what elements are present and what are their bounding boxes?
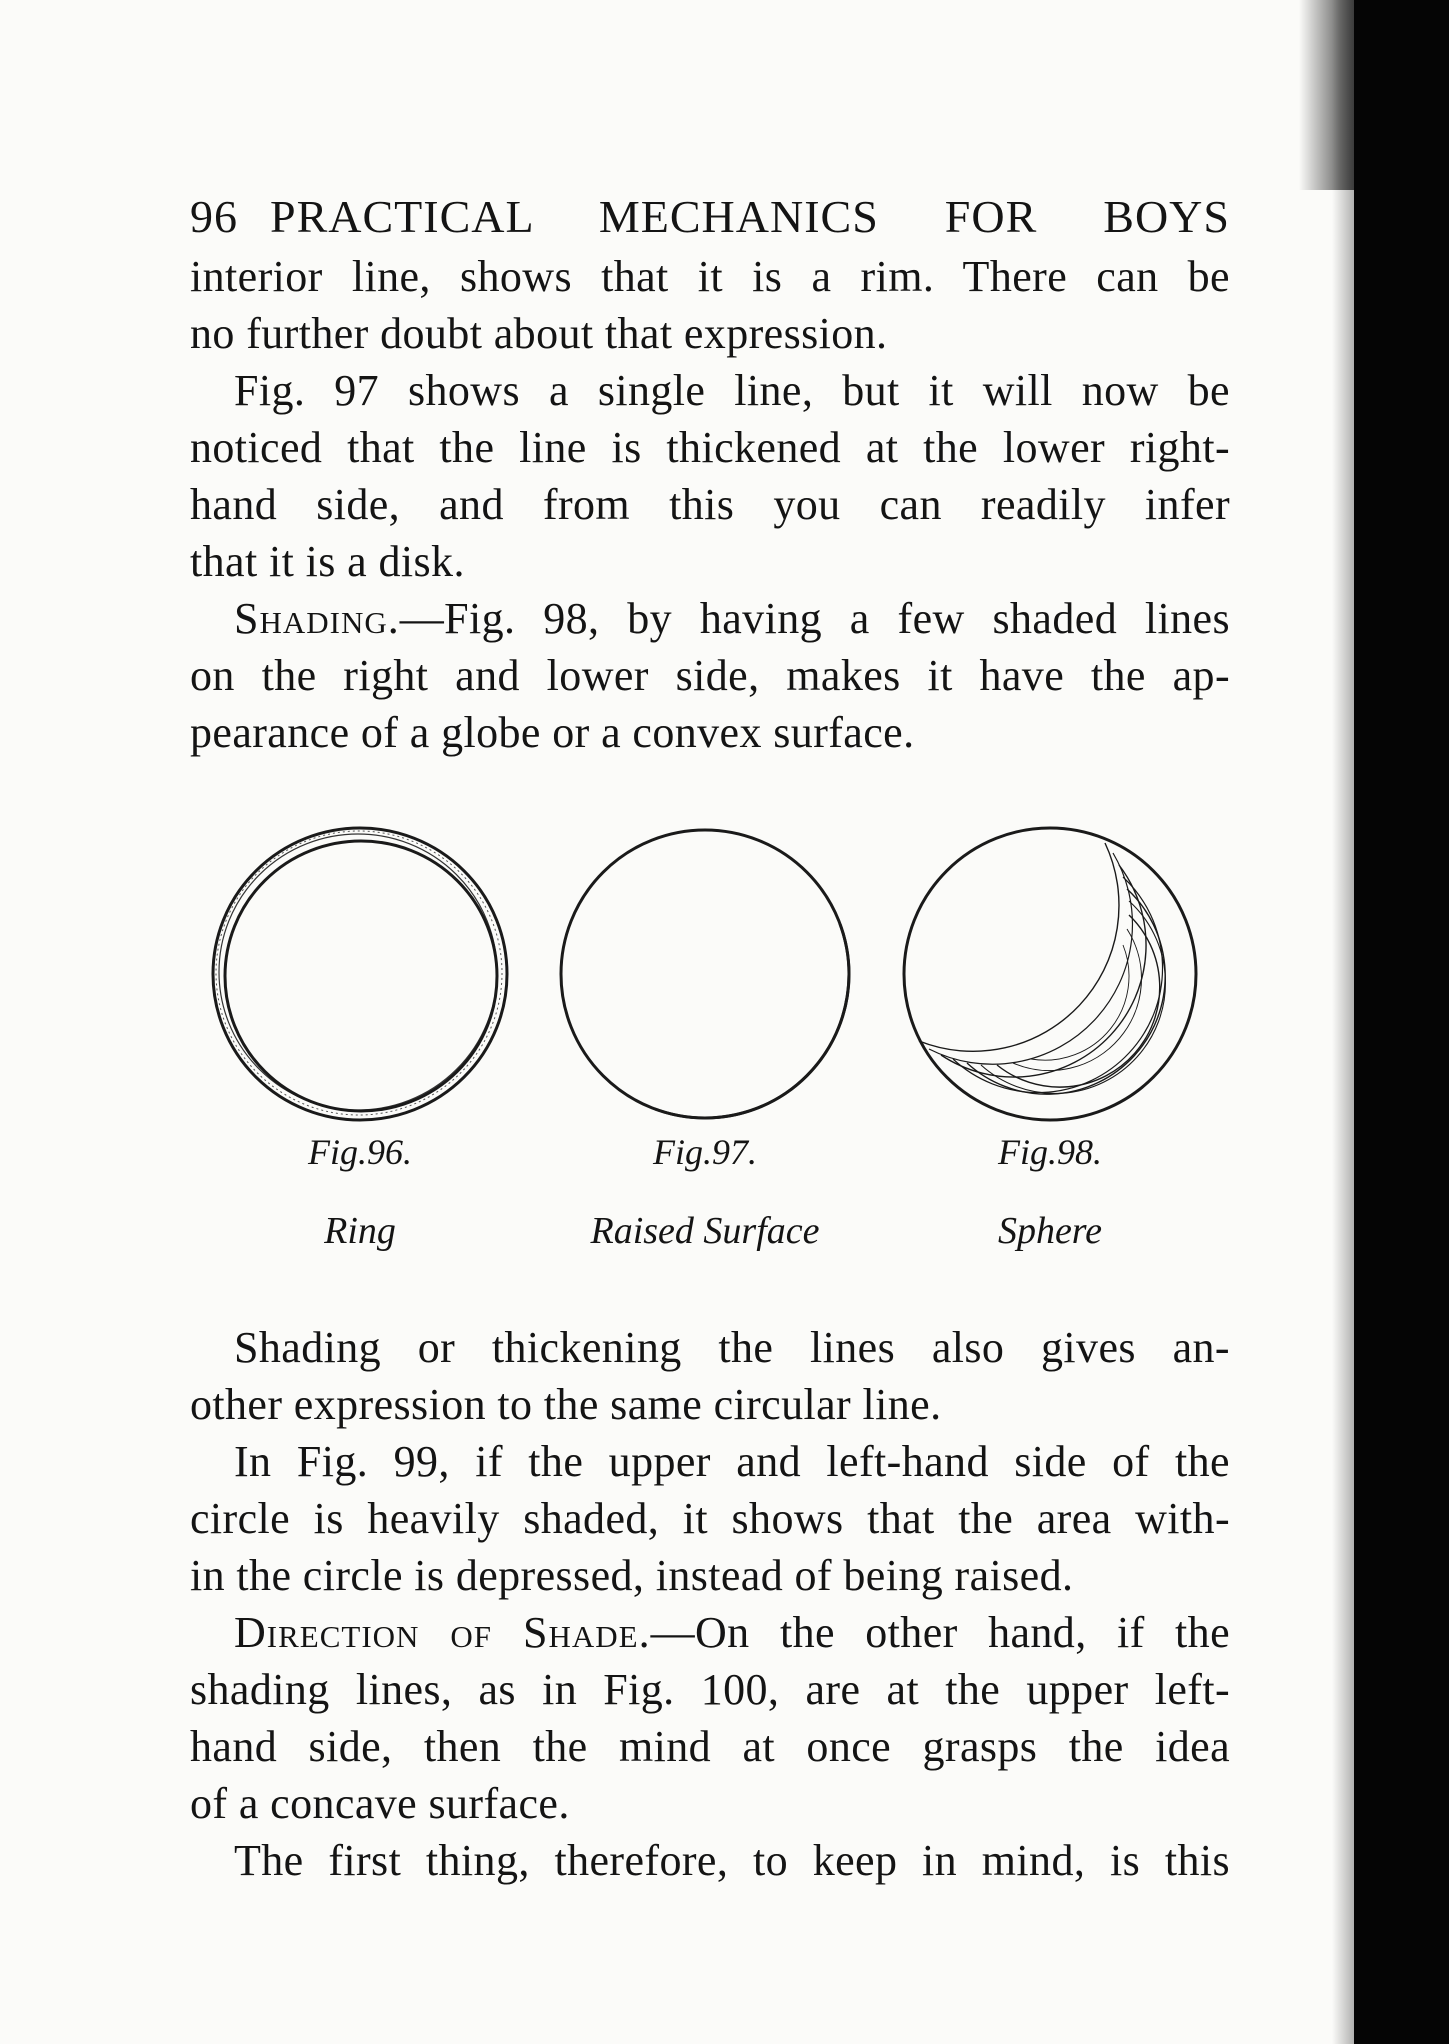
text-line: noticed that the line is thickened at the lower right- [190, 423, 1230, 472]
paragraph-thickening [190, 1319, 1230, 1433]
text-line: hand side, then the mind at once grasps the idea [190, 1722, 1230, 1771]
sphere-figure-icon [895, 819, 1205, 1129]
section-lead-shading: Shading. [234, 594, 400, 643]
text-line: hand side, and from this you can readily infer [190, 480, 1230, 529]
text-line: no further doubt about that expression. [190, 309, 888, 358]
paragraph-direction-of-shade [190, 1604, 1230, 1832]
scan-dark-edge [1354, 0, 1449, 2044]
text-line: that it is a disk. [190, 537, 465, 586]
paragraph-first-thing [190, 1832, 1230, 1889]
figure-caption: Sphere [997, 1210, 1103, 1252]
raised-surface-figure-icon [550, 819, 860, 1129]
figure-label: Fig.97. [653, 1132, 757, 1172]
text-line: Shading or thickening the lines also gives an- [234, 1323, 1230, 1372]
paragraph-rim [190, 248, 1230, 362]
text-line: in the circle is depressed, instead of being raised. [190, 1551, 1074, 1600]
text-line: pearance of a globe or a convex surface. [190, 708, 915, 757]
section-lead-direction: Direction of Shade. [234, 1608, 651, 1657]
text-line: Fig. 97 shows a single line, but it will now be [234, 366, 1230, 415]
text-run: —Fig. 98, by having a few shaded lines [399, 594, 1230, 643]
text-line: other expression to the same circular line. [190, 1380, 942, 1429]
text-run: —On the other hand, if the [650, 1608, 1230, 1657]
text-line: shading lines, as in Fig. 100, are at the upper left- [190, 1665, 1230, 1714]
figure-caption: Raised Surface [590, 1210, 820, 1252]
figure-97 [550, 819, 860, 1253]
figure-label: Fig.98. [998, 1132, 1102, 1172]
ring-figure-icon [205, 819, 515, 1129]
figure-label: Fig.96. [308, 1132, 412, 1172]
figure-98 [895, 819, 1205, 1253]
text-line: In Fig. 99, if the upper and left-hand side of the [234, 1437, 1230, 1486]
text-line: interior line, shows that it is a rim. There can be [190, 252, 1230, 301]
text-line [190, 1604, 1230, 1661]
text-line: The first thing, therefore, to keep in mind, is this [234, 1836, 1230, 1885]
text-line: circle is heavily shaded, it shows that the area with- [190, 1494, 1230, 1543]
text-line [190, 590, 1230, 647]
figure-96 [205, 819, 515, 1253]
page-number: 96 [190, 191, 238, 242]
scan-shadow [1332, 0, 1354, 2044]
text-line: of a concave surface. [190, 1779, 570, 1828]
book-page [190, 190, 1230, 1889]
paragraph-shading [190, 590, 1230, 761]
running-head [190, 190, 1230, 248]
running-title: PRACTICAL MECHANICS FOR BOYS [270, 191, 1230, 242]
figure-row [190, 819, 1230, 1319]
paragraph-disk [190, 362, 1230, 590]
figure-caption: Ring [324, 1210, 396, 1252]
paragraph-depressed [190, 1433, 1230, 1604]
text-line: on the right and lower side, makes it have the ap- [190, 651, 1230, 700]
